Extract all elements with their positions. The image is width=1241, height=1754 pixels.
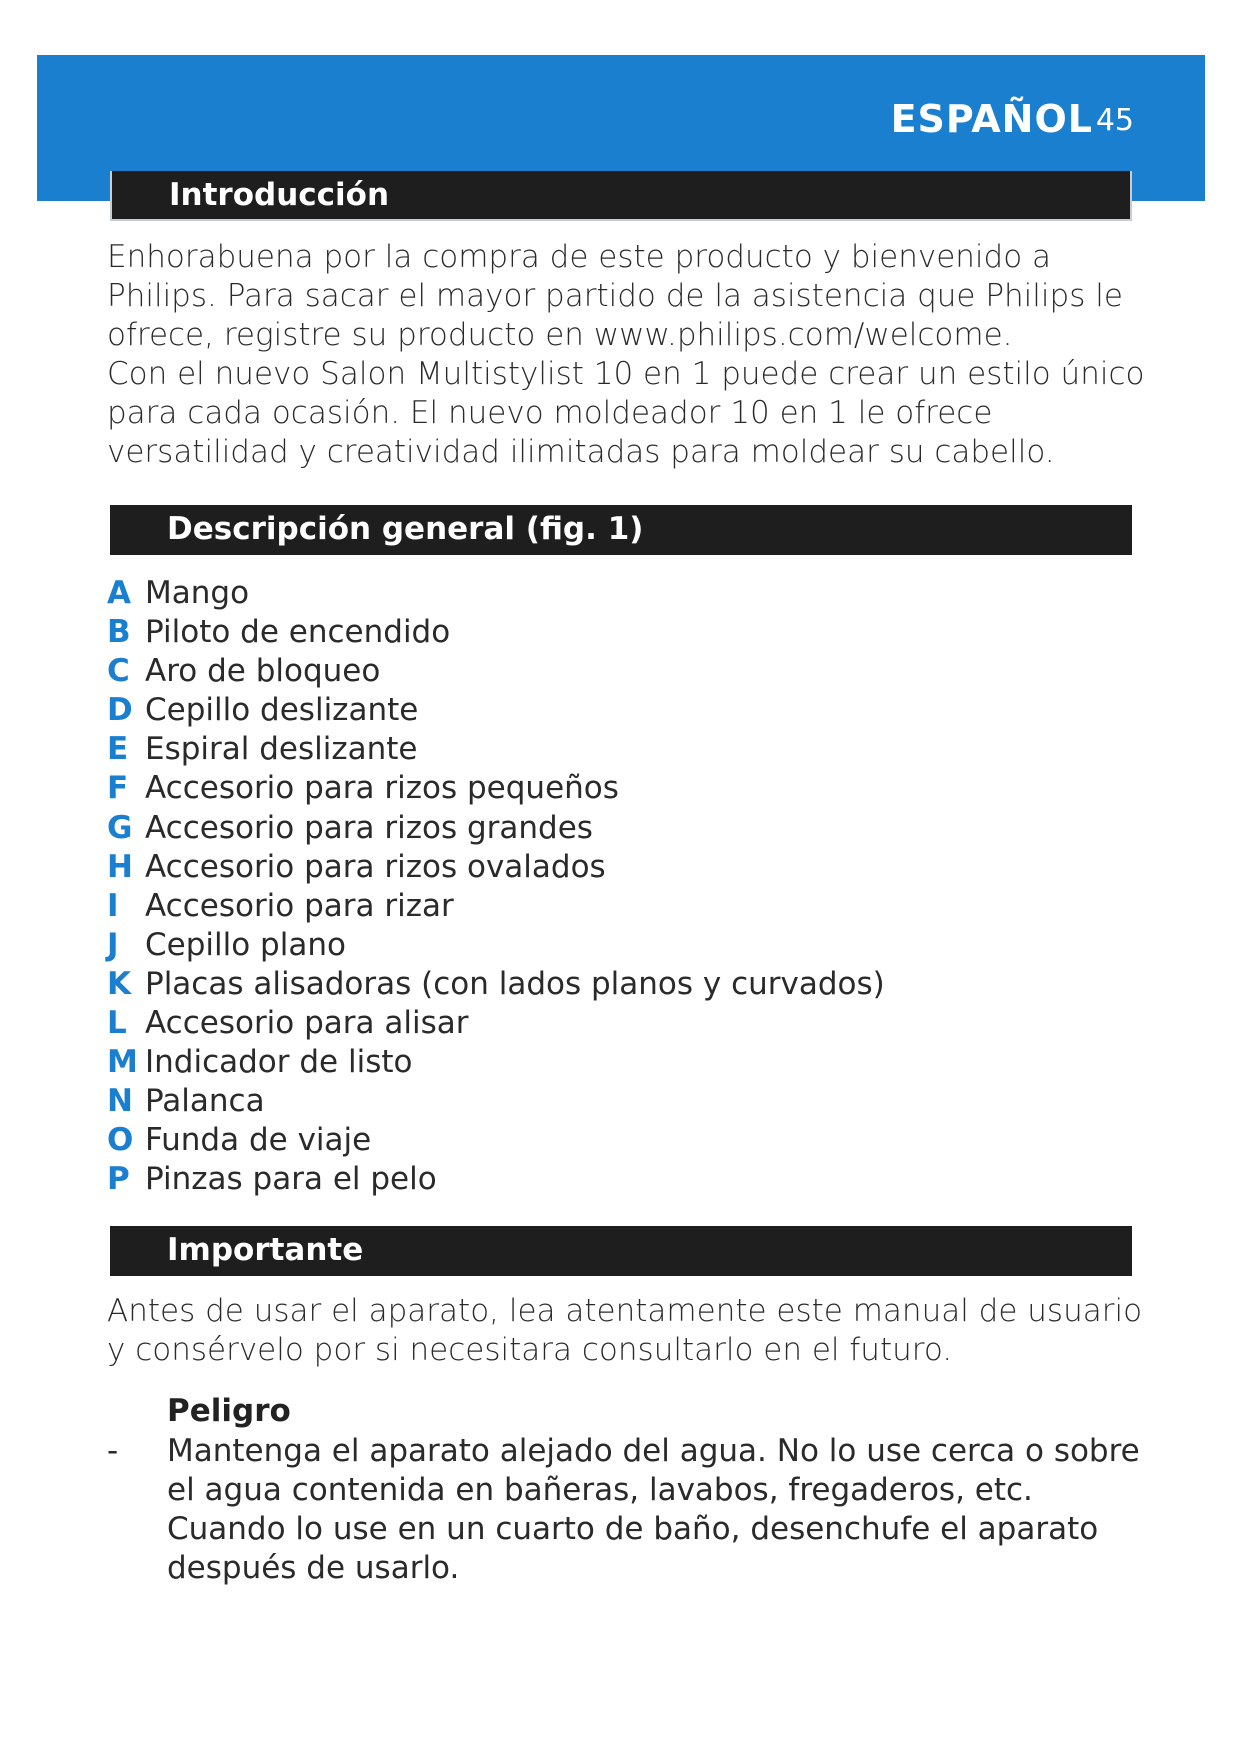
item-label: Cepillo plano <box>145 926 346 963</box>
bullet-dash: - <box>107 1433 119 1469</box>
section-heading-label: Descripción general (fig. 1) <box>167 511 644 547</box>
list-item <box>107 1082 885 1121</box>
item-label: Espiral deslizante <box>145 731 418 768</box>
intro-paragraph-1: Enhorabuena por la compra de este producto y bienvenido a Philips. Para sacar el mayor partido de la asistencia que Philips le ofrece, registre su producto en www.philips.com/welcome. <box>107 239 1123 353</box>
item-label: Accesorio para rizos ovalados <box>145 848 606 885</box>
item-letter: A <box>107 575 131 611</box>
list-item <box>107 613 885 652</box>
item-letter: L <box>107 1005 127 1042</box>
list-item <box>107 965 885 1004</box>
item-label: Accesorio para rizar <box>145 887 454 924</box>
list-item <box>107 926 885 965</box>
list-item <box>107 574 885 613</box>
item-label: Cepillo deslizante <box>145 692 419 729</box>
list-item <box>107 887 885 926</box>
item-label: Accesorio para alisar <box>145 1005 469 1042</box>
item-letter: K <box>107 965 132 1002</box>
list-item <box>107 769 885 808</box>
item-label: Placas alisadoras (con lados planos y curvados) <box>145 965 885 1002</box>
item-label: Palanca <box>145 1083 265 1120</box>
item-label: Funda de viaje <box>145 1122 372 1159</box>
item-letter: C <box>107 653 130 690</box>
danger-heading: Peligro <box>167 1393 291 1429</box>
item-letter: I <box>107 887 119 924</box>
list-item <box>107 1121 885 1160</box>
item-letter: J <box>107 926 119 963</box>
item-letter: N <box>107 1083 133 1120</box>
parts-list <box>107 574 885 1200</box>
item-label: Accesorio para rizos pequeños <box>145 770 619 807</box>
item-letter: D <box>107 692 133 729</box>
item-label: Indicador de listo <box>145 1044 413 1081</box>
item-letter: E <box>107 731 129 768</box>
danger-bullet-text: Mantenga el aparato alejado del agua. No lo use cerca o sobre el agua contenida en bañeras, lavabos, fregaderos, etc. Cuando lo use en un cuarto de baño, desenchufe el aparato después de usarlo. <box>167 1433 1140 1586</box>
item-label: Piloto de encendido <box>145 614 451 651</box>
item-label: Mango <box>145 575 250 611</box>
page-number: 45 <box>1095 103 1134 138</box>
list-item <box>107 809 885 848</box>
list-item <box>107 1043 885 1082</box>
section-heading-overview <box>110 505 1132 555</box>
section-heading-label: Introducción <box>169 177 390 213</box>
item-letter: F <box>107 770 129 807</box>
section-heading-intro <box>110 171 1132 221</box>
item-letter: P <box>107 1161 130 1198</box>
intro-paragraph-2: Con el nuevo Salon Multistylist 10 en 1 puede crear un estilo único para cada ocasión. El nuevo moldeador 10 en 1 le ofrece versatilidad y creatividad ilimitadas para moldear su cabello. <box>107 356 1145 470</box>
list-item <box>107 1004 885 1043</box>
list-item <box>107 691 885 730</box>
item-letter: B <box>107 614 131 651</box>
item-letter: H <box>107 848 133 885</box>
list-item <box>107 652 885 691</box>
item-letter: O <box>107 1122 134 1159</box>
list-item <box>107 1160 885 1199</box>
item-letter: M <box>107 1044 138 1081</box>
item-label: Pinzas para el pelo <box>145 1161 437 1198</box>
important-paragraph: Antes de usar el aparato, lea atentamente este manual de usuario y consérvelo por si necesitara consultarlo en el futuro. <box>107 1293 1143 1368</box>
item-letter: G <box>107 809 133 846</box>
section-heading-important <box>110 1226 1132 1276</box>
item-label: Aro de bloqueo <box>145 653 381 690</box>
list-item <box>107 848 885 887</box>
language-title: ESPAÑOL <box>890 97 1093 141</box>
list-item <box>107 730 885 769</box>
item-label: Accesorio para rizos grandes <box>145 809 593 846</box>
section-heading-label: Importante <box>167 1232 364 1268</box>
